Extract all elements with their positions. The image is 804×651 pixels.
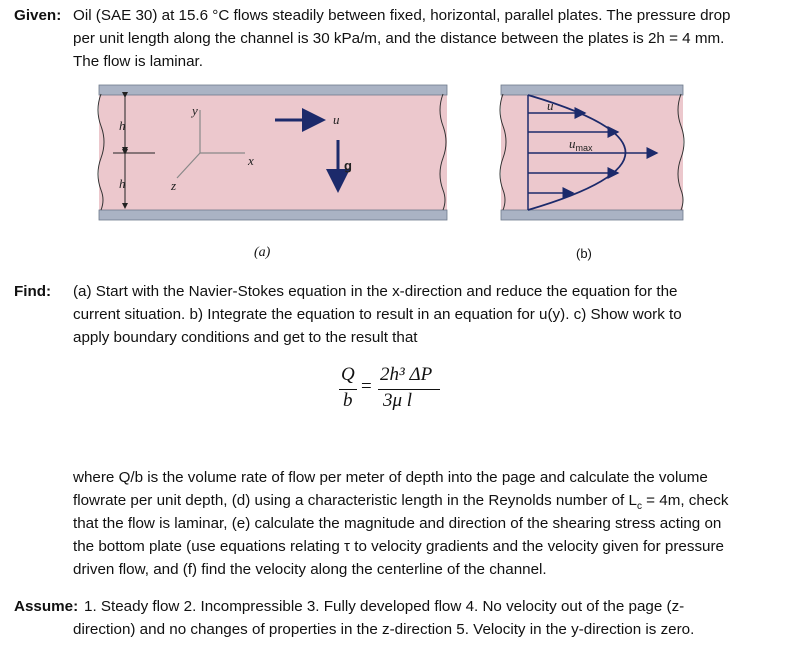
find-line-3: apply boundary conditions and get to the result that (73, 329, 418, 346)
bottom-plate-a (99, 210, 447, 220)
panel-b (500, 85, 684, 220)
top-plate-b (501, 85, 683, 95)
where-line-3: that the flow is laminar, (e) calculate the magnitude and direction of the shearing stress acting on (73, 515, 722, 532)
assume-line-2: direction) and no changes of properties in the z-direction 5. Velocity in the y-direction is zero. (73, 621, 695, 638)
eq-lhs-numerator: Q (341, 364, 355, 385)
umax-label: $u_{max}$ (569, 136, 593, 153)
assume-line-1: 1. Steady flow 2. Incompressible 3. Fully developed flow 4. No velocity out of the page (z- (84, 598, 685, 615)
eq-rhs-numerator: 2h³ ΔP (380, 364, 433, 385)
channel-flow-figure (95, 80, 695, 255)
where-line-4: the bottom plate (use equations relating τ to velocity gradients and the velocity given for pressure (73, 538, 724, 555)
fluid-region-a (99, 94, 447, 210)
panel-a (98, 85, 447, 220)
assume-label: Assume: (14, 598, 79, 615)
find-line-2: current situation. b) Integrate the equation to result in an equation for u(y). c) Show work to (73, 306, 682, 323)
x-axis-label: x (248, 153, 254, 168)
caption-a: (a) (254, 245, 271, 260)
z-axis-label: z (171, 178, 177, 193)
eq-rhs-denominator: 3μ l (383, 390, 413, 411)
given-label: Given: (14, 7, 62, 24)
given-line-1: Oil (SAE 30) at 15.6 °C flows steadily between fixed, horizontal, parallel plates. The pressure drop (73, 7, 731, 24)
u-label-b: u (547, 98, 554, 113)
where-line-1: where Q/b is the volume rate of flow per meter of depth into the page and calculate the volume (73, 469, 708, 486)
find-label: Find: (14, 283, 52, 300)
eq-lhs-denominator: b (343, 390, 353, 411)
g-label: g (344, 158, 352, 173)
given-line-3: The flow is laminar. (73, 53, 203, 70)
h-label-top: h (119, 118, 126, 133)
find-line-1: (a) Start with the Navier-Stokes equation in the x-direction and reduce the equation for the (73, 283, 678, 300)
given-line-2: per unit length along the channel is 30 kPa/m, and the distance between the plates is 2h = 4 mm. (73, 30, 725, 47)
caption-b: (b) (576, 246, 592, 261)
h-label-bottom: h (119, 176, 126, 191)
top-plate-a (99, 85, 447, 95)
where-line-2: flowrate per unit depth, (d) using a characteristic length in the Reynolds number of $L_c = 4m$, check (73, 492, 729, 513)
eq-equals: = (361, 376, 372, 397)
bottom-plate-b (501, 210, 683, 220)
y-axis-label: y (192, 103, 198, 118)
u-label-a: u (333, 112, 340, 127)
where-line-5: driven flow, and (f) find the velocity along the centerline of the channel. (73, 561, 547, 578)
